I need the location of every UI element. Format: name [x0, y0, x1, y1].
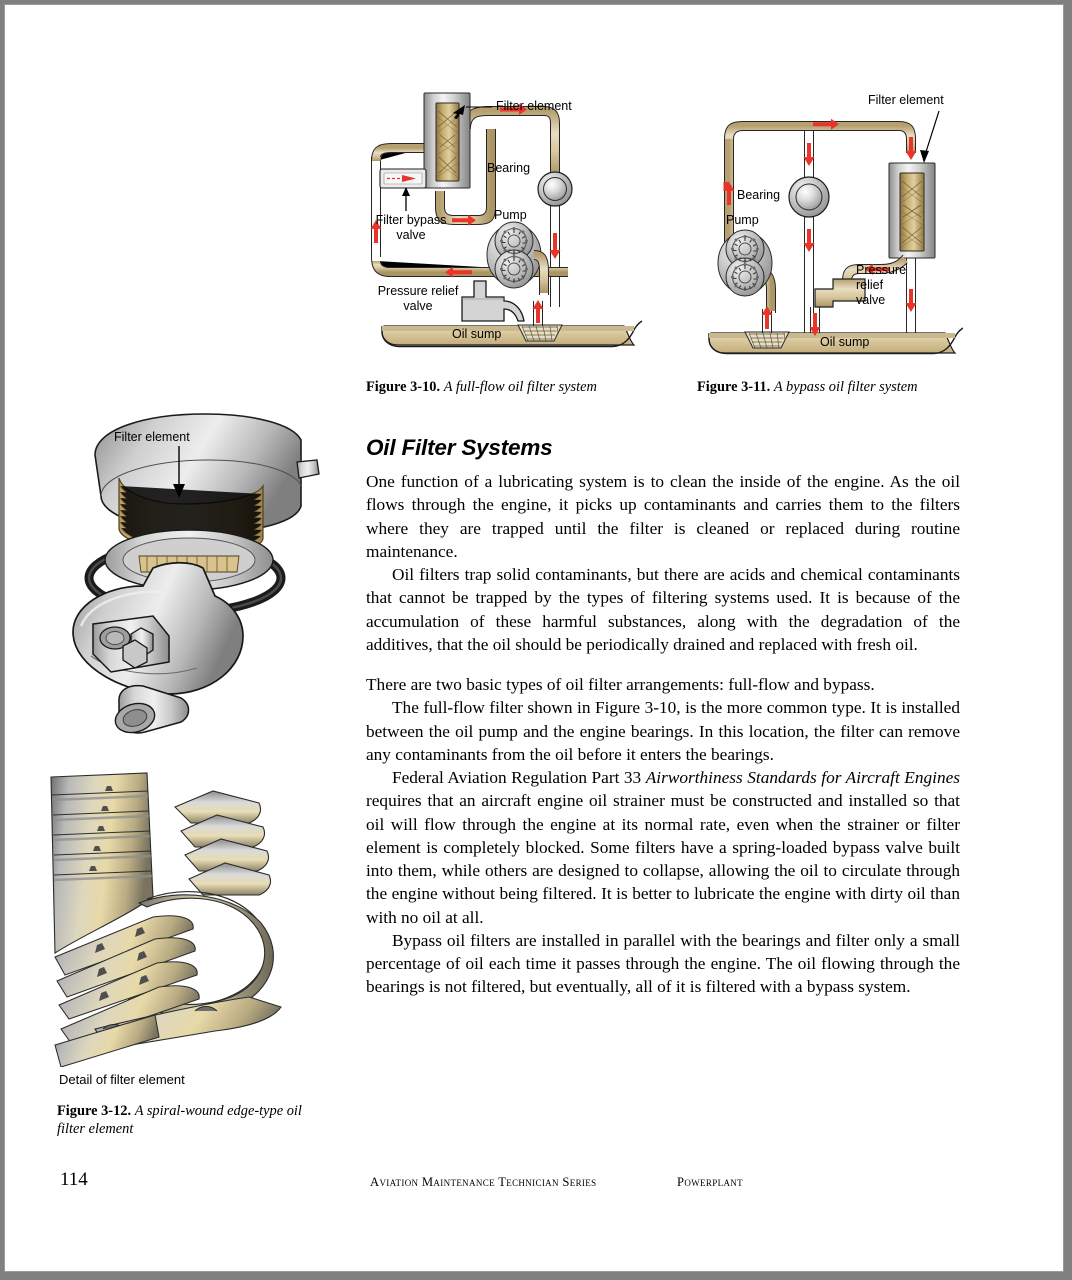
footer-subject: Powerplant: [677, 1175, 743, 1189]
paragraph-4: The full-flow filter shown in Figure 3-10, is the more common type. It is installed between the oil pump and the engine bearings. In this location, the filter can remove any contaminants from the oil before it enters the bearings.: [366, 698, 960, 764]
far-italic-title: Airworthiness Standards for Aircraft Engines: [645, 768, 960, 787]
far-lead: Federal Aviation Regulation Part 33: [392, 768, 646, 787]
fig311-relief-line1: Pressure: [856, 263, 907, 277]
figure-3-12-caption: [57, 1102, 325, 1139]
figure-3-12-upper-illustration: [57, 410, 347, 770]
fig310-label-filter-bypass-valve: [368, 213, 454, 243]
paragraph-2: Oil filters trap solid contaminants, but there are acids and chemical contaminants that cannot be trapped by the types of filtering systems used. It is because of the accumulation of these harmful substances, along with the degradation of the additives, that the oil should be periodically drained and replaced with fresh oil.: [366, 565, 960, 654]
figure-3-11-description: A bypass oil filter system: [773, 379, 918, 395]
fig311-relief-line3: valve: [856, 293, 886, 307]
fig310-label-filter-element: Filter element: [496, 99, 572, 113]
main-text-column: [366, 435, 960, 999]
fig311-label-bearing: Bearing: [737, 188, 781, 202]
fig310-label-oil-sump: Oil sump: [452, 327, 502, 341]
far-rest: requires that an aircraft engine oil strainer must be constructed and installed so that oil will flow through the engine at its normal rate, even when the strainer or filter element is completely blocked. Some filters have a spring-loaded bypass valve built into them, while others are designed to collapse, allowing the oil to circulate through the engine without being filtered. It is better to lubricate the engine with dirty oil than with no oil at all.: [366, 791, 960, 927]
fig310-bypass-line1: Filter bypass: [375, 213, 447, 227]
fig312-lower-svg: [35, 767, 335, 1067]
fig310-bypass-line2: valve: [396, 227, 426, 242]
fig311-relief-line2: relief: [856, 278, 884, 292]
page-number: 114: [60, 1169, 88, 1190]
textbook-page: [4, 4, 1064, 1272]
fig310-label-pressure-relief-valve: [370, 284, 466, 314]
fig310-label-bearing: Bearing: [487, 161, 531, 175]
fig312-label-filter-element: Filter element: [114, 430, 190, 444]
fig311-label-filter-element: Filter element: [868, 93, 944, 107]
figure-3-10-description: A full-flow oil filter system: [443, 379, 597, 395]
figure-3-12-number: Figure 3-12.: [57, 1103, 132, 1119]
fig311-label-pressure-relief-valve: [856, 263, 926, 308]
fig310-label-pump: Pump: [494, 208, 527, 222]
fig311-label-pump: Pump: [726, 213, 759, 227]
figure-3-10-caption: [366, 378, 597, 396]
paragraph-far: [366, 766, 960, 929]
figure-3-11-caption: [697, 378, 918, 396]
figure-3-11-number: Figure 3-11.: [697, 379, 771, 395]
figure-3-10-diagram: [362, 83, 652, 361]
figure-3-10-number: Figure 3-10.: [366, 379, 441, 395]
figure-3-12-detail-label: Detail of filter element: [59, 1072, 185, 1087]
figure-3-12-description: A spiral-wound edge-type oil filter element: [57, 1103, 302, 1138]
figure-3-11-diagram: [693, 93, 963, 361]
paragraph-1: One function of a lubricating system is to clean the inside of the engine. As the oil flows through the engine, it picks up contaminants and carries them to the filters where they are trapped until the filter is cleaned or replaced during routine maintenance.: [366, 472, 960, 561]
fig310-relief-line2: valve: [403, 298, 433, 313]
fig311-label-oil-sump: Oil sump: [820, 335, 870, 349]
fig310-relief-line1: Pressure relief: [377, 284, 459, 298]
paragraph-5: Bypass oil filters are installed in parallel with the bearings and filter only a small percentage of oil each time it passes through the engine. The oil flowing through the bearings is not filtered, but eventually, all of it is filtered with a bypass system.: [366, 930, 960, 997]
page-title: Oil Filter Systems: [366, 435, 553, 460]
fig312-upper-svg: [57, 410, 347, 770]
figure-3-12-lower-illustration: [35, 767, 335, 1067]
paragraph-3: There are two basic types of oil filter arrangements: full-flow and bypass.: [366, 675, 875, 694]
paragraph-spacer: [366, 656, 960, 673]
footer-series: Aviation Maintenance Technician Series: [370, 1175, 597, 1189]
